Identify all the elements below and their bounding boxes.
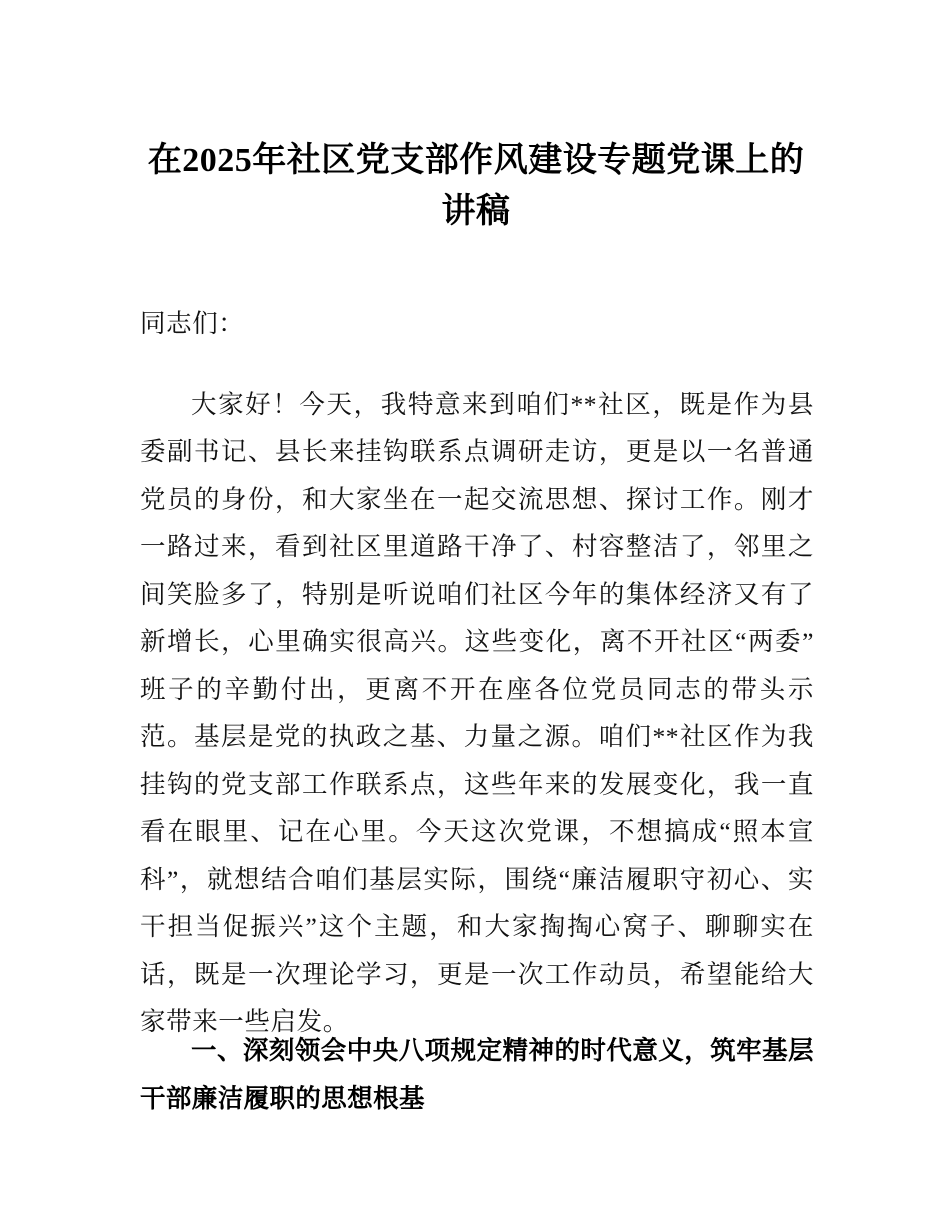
section-heading-1: 一、深刻领会中央八项规定精神的时代意义，筑牢基层干部廉洁履职的思想根基 [140, 1037, 814, 1113]
salutation-line: 同志们： [140, 309, 245, 338]
opening-paragraph: 大家好！今天，我特意来到咱们**社区，既是作为县委副书记、县长来挂钩联系点调研走访，更是以一名普通党员的身份，和大家坐在一起交流思想、探讨工作。刚才一路过来，看到社区里道路干净了、村容整洁了，邻里之间笑脸多了，特别是听说咱们社区今年的集体经济又有了新增长，心里确实很高兴。这些变化，离不开社区“两委”班子的辛勤付出，更离不开在座各位党员同志的带头示范。基层是党的执政之基、力量之源。咱们**社区作为我挂钩的党支部工作联系点，这些年来的发展变化，我一直看在眼里、记在心里。今天这次党课，不想搞成“照本宣科”，就想结合咱们基层实际，围绕“廉洁履职守初心、实干担当促振兴”这个主题，和大家掏掏心窝子、聊聊实在话，既是一次理论学习，更是一次工作动员，希望能给大家带来一些启发。 [140, 389, 814, 1036]
page-title: 在2025年社区党支部作风建设专题党课上的讲稿 [147, 141, 805, 230]
document-body [140, 300, 814, 1046]
